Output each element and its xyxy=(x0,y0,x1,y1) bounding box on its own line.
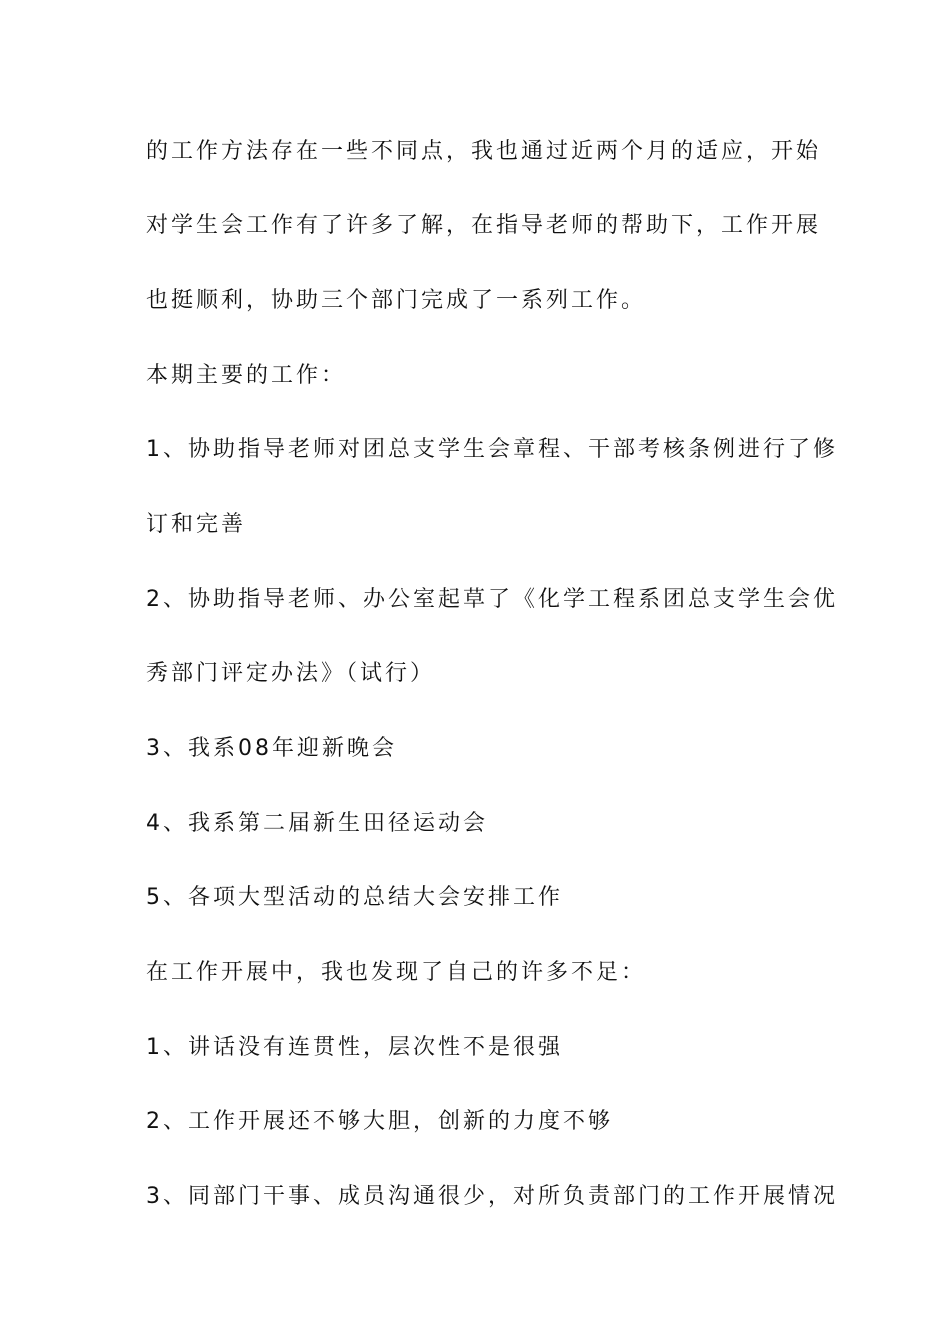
list-item: 3、同部门干事、成员沟通很少，对所负责部门的工作开展情况 xyxy=(146,1184,838,1209)
section-heading: 本期主要的工作： xyxy=(146,363,347,388)
list-item: 3、我系08年迎新晚会 xyxy=(146,736,397,761)
text-line: 对学生会工作有了许多了解，在指导老师的帮助下，工作开展 xyxy=(146,213,822,238)
list-item-continuation: 秀部门评定办法》（试行） xyxy=(146,661,436,686)
list-item: 5、各项大型活动的总结大会安排工作 xyxy=(146,885,563,910)
list-item: 1、讲话没有连贯性，层次性不是很强 xyxy=(146,1035,563,1060)
list-item: 2、工作开展还不够大胆，创新的力度不够 xyxy=(146,1109,613,1134)
list-item: 2、协助指导老师、办公室起草了《化学工程系团总支学生会优 xyxy=(146,587,838,612)
list-item: 4、我系第二届新生田径运动会 xyxy=(146,811,488,836)
list-item-continuation: 订和完善 xyxy=(146,512,247,537)
text-line: 的工作方法存在一些不同点，我也通过近两个月的适应，开始 xyxy=(146,139,822,164)
text-line: 也挺顺利，协助三个部门完成了一系列工作。 xyxy=(146,288,647,313)
list-item: 1、协助指导老师对团总支学生会章程、干部考核条例进行了修 xyxy=(146,437,838,462)
section-heading: 在工作开展中，我也发现了自己的许多不足： xyxy=(146,960,647,985)
